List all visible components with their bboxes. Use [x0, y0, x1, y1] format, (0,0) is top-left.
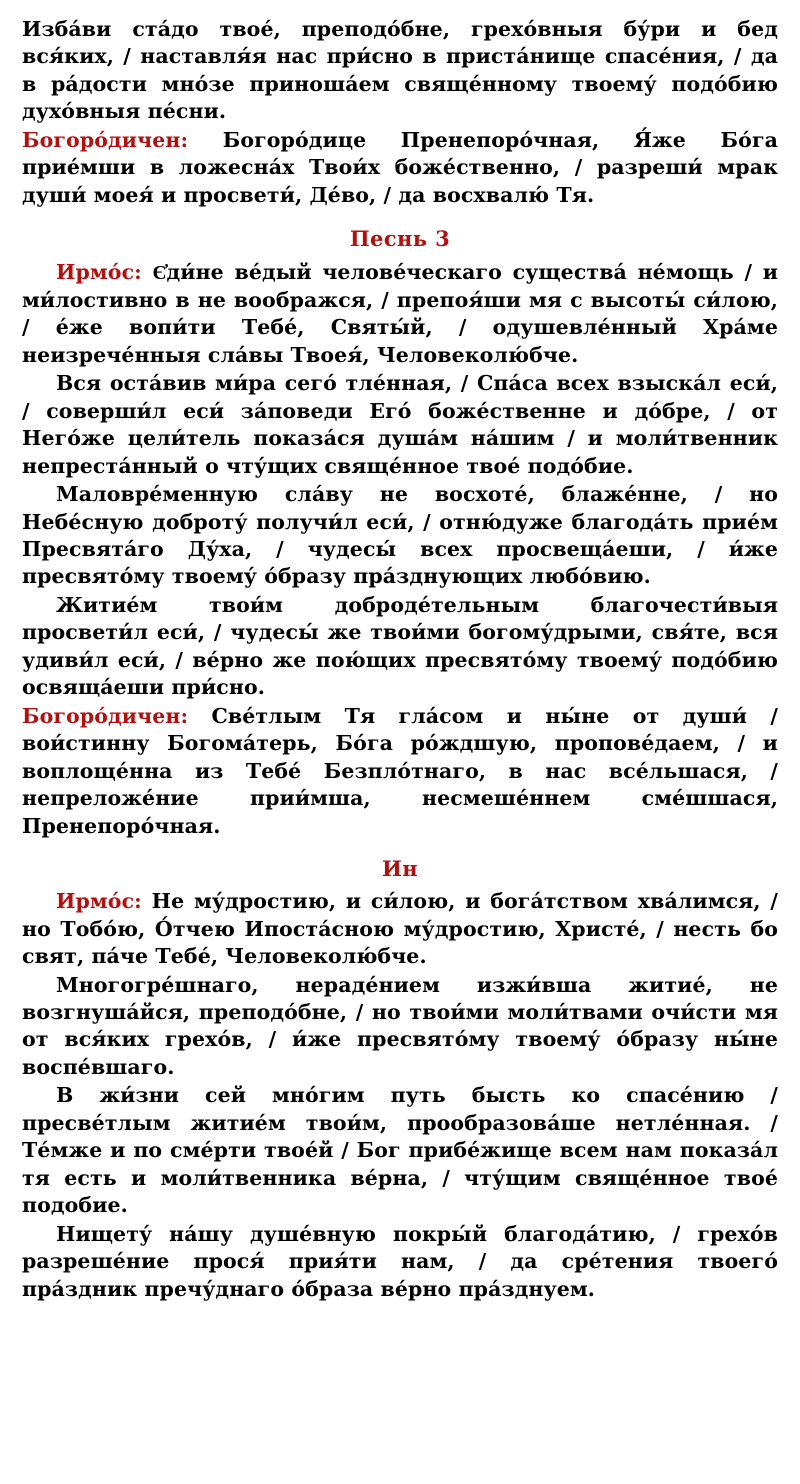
paragraph-text: Маловре́менную сла́ву не восхоте́, блаже́нне, / но Небе́сную доброту́ получи́л еси́, / отню́дуже благода́ть прие́м Пресвята́го Ду́ха, / чудесы́ всех просвеща́еши, / и́же пресвято́му твоему́ о́бразу пра́зднующих любо́вию. — [22, 482, 778, 589]
section-heading: Песнь 3 — [349, 226, 451, 252]
paragraph-block — [22, 127, 778, 209]
paragraph-block — [22, 370, 778, 480]
paragraph-text: В жи́зни сей мно́гим путь бысть ко спасе́нию / пресве́тлым житие́м твои́м, прообразова́ше нетле́нная. / Те́мже и по сме́рти твое́й / Бог прибе́жище всем нам показа́л тя есть и моли́твенника ве́рна, / чту́щим свяще́нное твое́ подобие. — [22, 1083, 778, 1218]
paragraph-block — [22, 972, 778, 1082]
rubric-label: Ирмо́с: — [56, 889, 142, 914]
paragraph-text: Многогре́шнаго, нераде́нием изжи́вша житие́, не возгнуша́йся, преподо́бне, / но твои́ми моли́твами очи́сти мя от вся́ких грехо́в, / и́же пресвято́му твоему́ о́бразу ны́не воспе́вшаго. — [22, 972, 778, 1079]
paragraph-block — [22, 1082, 778, 1219]
rubric-label: Богоро́дичен: — [22, 703, 189, 728]
paragraph-text: Вся оста́вив ми́ра сего́ тле́нная, / Спа́са всех взыска́л еси́, / соверши́л еси́ за́поведи Его́ боже́ственне и до́бре, / от Него́же цели́тель показа́ся душа́м на́шим / и моли́твенник непреста́нный о чту́щих свяще́нное твое́ подо́бие. — [22, 371, 778, 478]
section-heading: Ин — [381, 856, 418, 882]
paragraph-block — [22, 481, 778, 591]
paragraph-text: Све́тлым Тя гла́сом и ны́не от души́ / вои́стинну Богома́терь, Бо́га ро́ждшую, пропове́даем, / и воплоще́нна из Тебе́ Безпло́тнаго, в нас все́льшася, / непреложе́ние прии́мша, несмеше́ннем сме́шшася, Пренепоро́чная. — [22, 703, 778, 838]
paragraph-text: Нищету́ на́шу душе́вную покры́й благода́тию, / грехо́в разреше́ние прося́ прия́ти нам, / да сре́тения твоего́ пра́здник пречу́днаго о́браза ве́рно пра́зднуем. — [22, 1221, 778, 1301]
rubric-label: Богоро́дичен: — [22, 127, 189, 152]
paragraph-text: Богоро́дице Пренепоро́чная, Я́же Бо́га прие́мши в ложесна́х Твои́х боже́ственно, / разреши́ мрак души́ моея́ и просвети́, Де́во, / да восхвалю́ Тя. — [22, 127, 778, 207]
rubric-label: Ирмо́с: — [56, 260, 142, 285]
paragraph-block — [22, 259, 778, 369]
paragraph-text: Изба́ви ста́до твое́, преподо́бне, грехо́вныя бу́ри и бед вся́ких, / наставля́я нас при́сно в приста́нище спасе́ния, / да в ра́дости мно́зе приноша́ем свяще́нному твоему́ подо́бию духо́вныя пе́сни. — [22, 17, 778, 124]
paragraph-block — [22, 1221, 778, 1303]
paragraph-text: Житие́м твои́м доброде́тельным благочести́выя просвети́л еси́, / чудесы́ же твои́ми богому́дрыми, свя́те, вся удиви́л еси́, / ве́рно же пою́щих пресвято́му твоему́ подо́бию освяща́еши при́сно. — [22, 592, 778, 700]
paragraph-text: Не му́дростию, и си́лою, и бога́тством хва́лимся, / но Тобо́ю, О́тчею Ипоста́сною му́дростию, Христе́, / несть бо свят, па́че Тебе́, Человеколю́бче. — [22, 889, 778, 969]
paragraph-block — [22, 592, 778, 702]
paragraph-block — [22, 888, 778, 970]
paragraph-text: Є҆ди́не ве́дый челове́ческаго существа́ не́мощь / и ми́лостивно в не воображся, / препоя́ши мя с высоты́ си́лою, / е́же вопи́ти Тебе́, Святы́й, / одушевле́нный Хра́ме неизрече́нныя сла́вы Твоея́, Человеколю́бче. — [22, 260, 778, 367]
paragraph-block — [22, 703, 778, 840]
paragraph-block — [22, 16, 778, 126]
